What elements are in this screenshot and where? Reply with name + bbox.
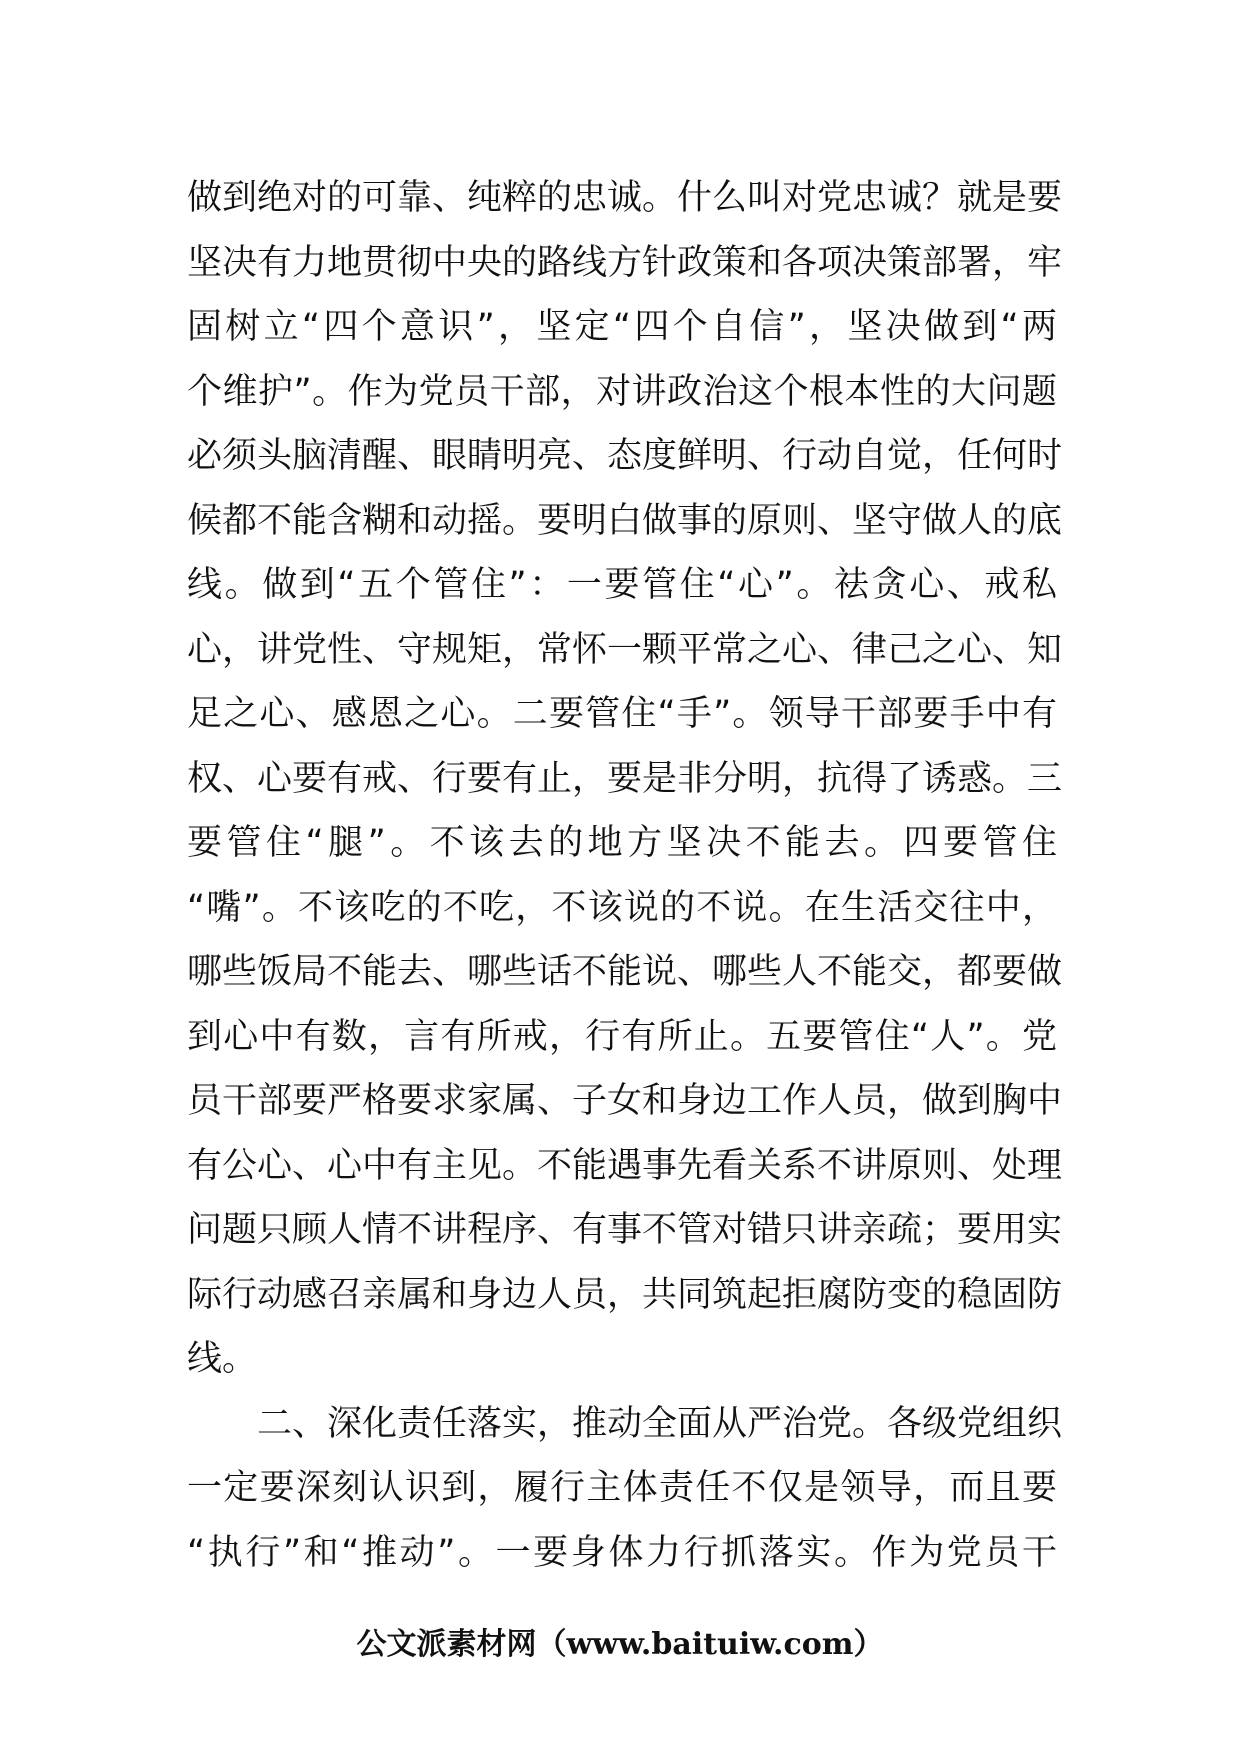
text-line: 心，讲党性、守规矩，常怀一颗平常之心、律己之心、知 xyxy=(187,629,1063,670)
text-line: 要管住“腿”。不该去的地方坚决不能去。四要管住 xyxy=(187,823,1057,863)
text-line: 员干部要严格要求家属、子女和身边工作人员，做到胸中 xyxy=(187,1081,1063,1121)
text-line: 固树立“四个意识”，坚定“四个自信”，坚决做到“两 xyxy=(187,307,1057,347)
text-line: 线。 xyxy=(187,1339,258,1379)
text-line: 际行动感召亲属和身边人员，共同筑起拒腐防变的稳固防 xyxy=(187,1274,1063,1315)
text-line: 足之心、感恩之心。二要管住“手”。领导干部要手中有 xyxy=(187,694,1057,734)
text-line: 坚决有力地贯彻中央的路线方针政策和各项决策部署，牢 xyxy=(187,242,1063,283)
page-footer: 公文派素材网（www.baituiw.com） xyxy=(356,1627,884,1662)
text-line: “嘴”。不该吃的不吃，不该说的不说。在生活交往中， xyxy=(187,887,1057,928)
text-line: 个维护”。作为党员干部，对讲政治这个根本性的大问题 xyxy=(187,371,1057,412)
text-line: 到心中有数，言有所戒，行有所止。五要管住“人”。党 xyxy=(187,1016,1057,1057)
text-line: 线。做到“五个管住”：一要管住“心”。祛贪心、戒私 xyxy=(187,565,1057,605)
text-line: 做到绝对的可靠、纯粹的忠诚。什么叫对党忠诚？就是要 xyxy=(187,178,1063,218)
text-line: 必须头脑清醒、眼睛明亮、态度鲜明、行动自觉，任何时 xyxy=(187,436,1063,476)
text-line: 候都不能含糊和动摇。要明白做事的原则、坚守做人的底 xyxy=(187,500,1063,541)
text-line: 问题只顾人情不讲程序、有事不管对错只讲亲疏；要用实 xyxy=(187,1210,1063,1250)
text-line: 有公心、心中有主见。不能遇事先看关系不讲原则、处理 xyxy=(187,1145,1063,1186)
text-line: 二、深化责任落实，推动全面从严治党。各级党组织 xyxy=(257,1403,1063,1444)
text-line: 一定要深刻认识到，履行主体责任不仅是领导，而且要 xyxy=(187,1468,1057,1508)
text-line: 哪些饭局不能去、哪些话不能说、哪些人不能交，都要做 xyxy=(187,952,1063,992)
body-text xyxy=(187,166,1063,1585)
text-line: “执行”和“推动”。一要身体力行抓落实。作为党员干 xyxy=(187,1532,1057,1573)
text-line: 权、心要有戒、行要有止，要是非分明，抗得了诱惑。三 xyxy=(187,758,1063,799)
